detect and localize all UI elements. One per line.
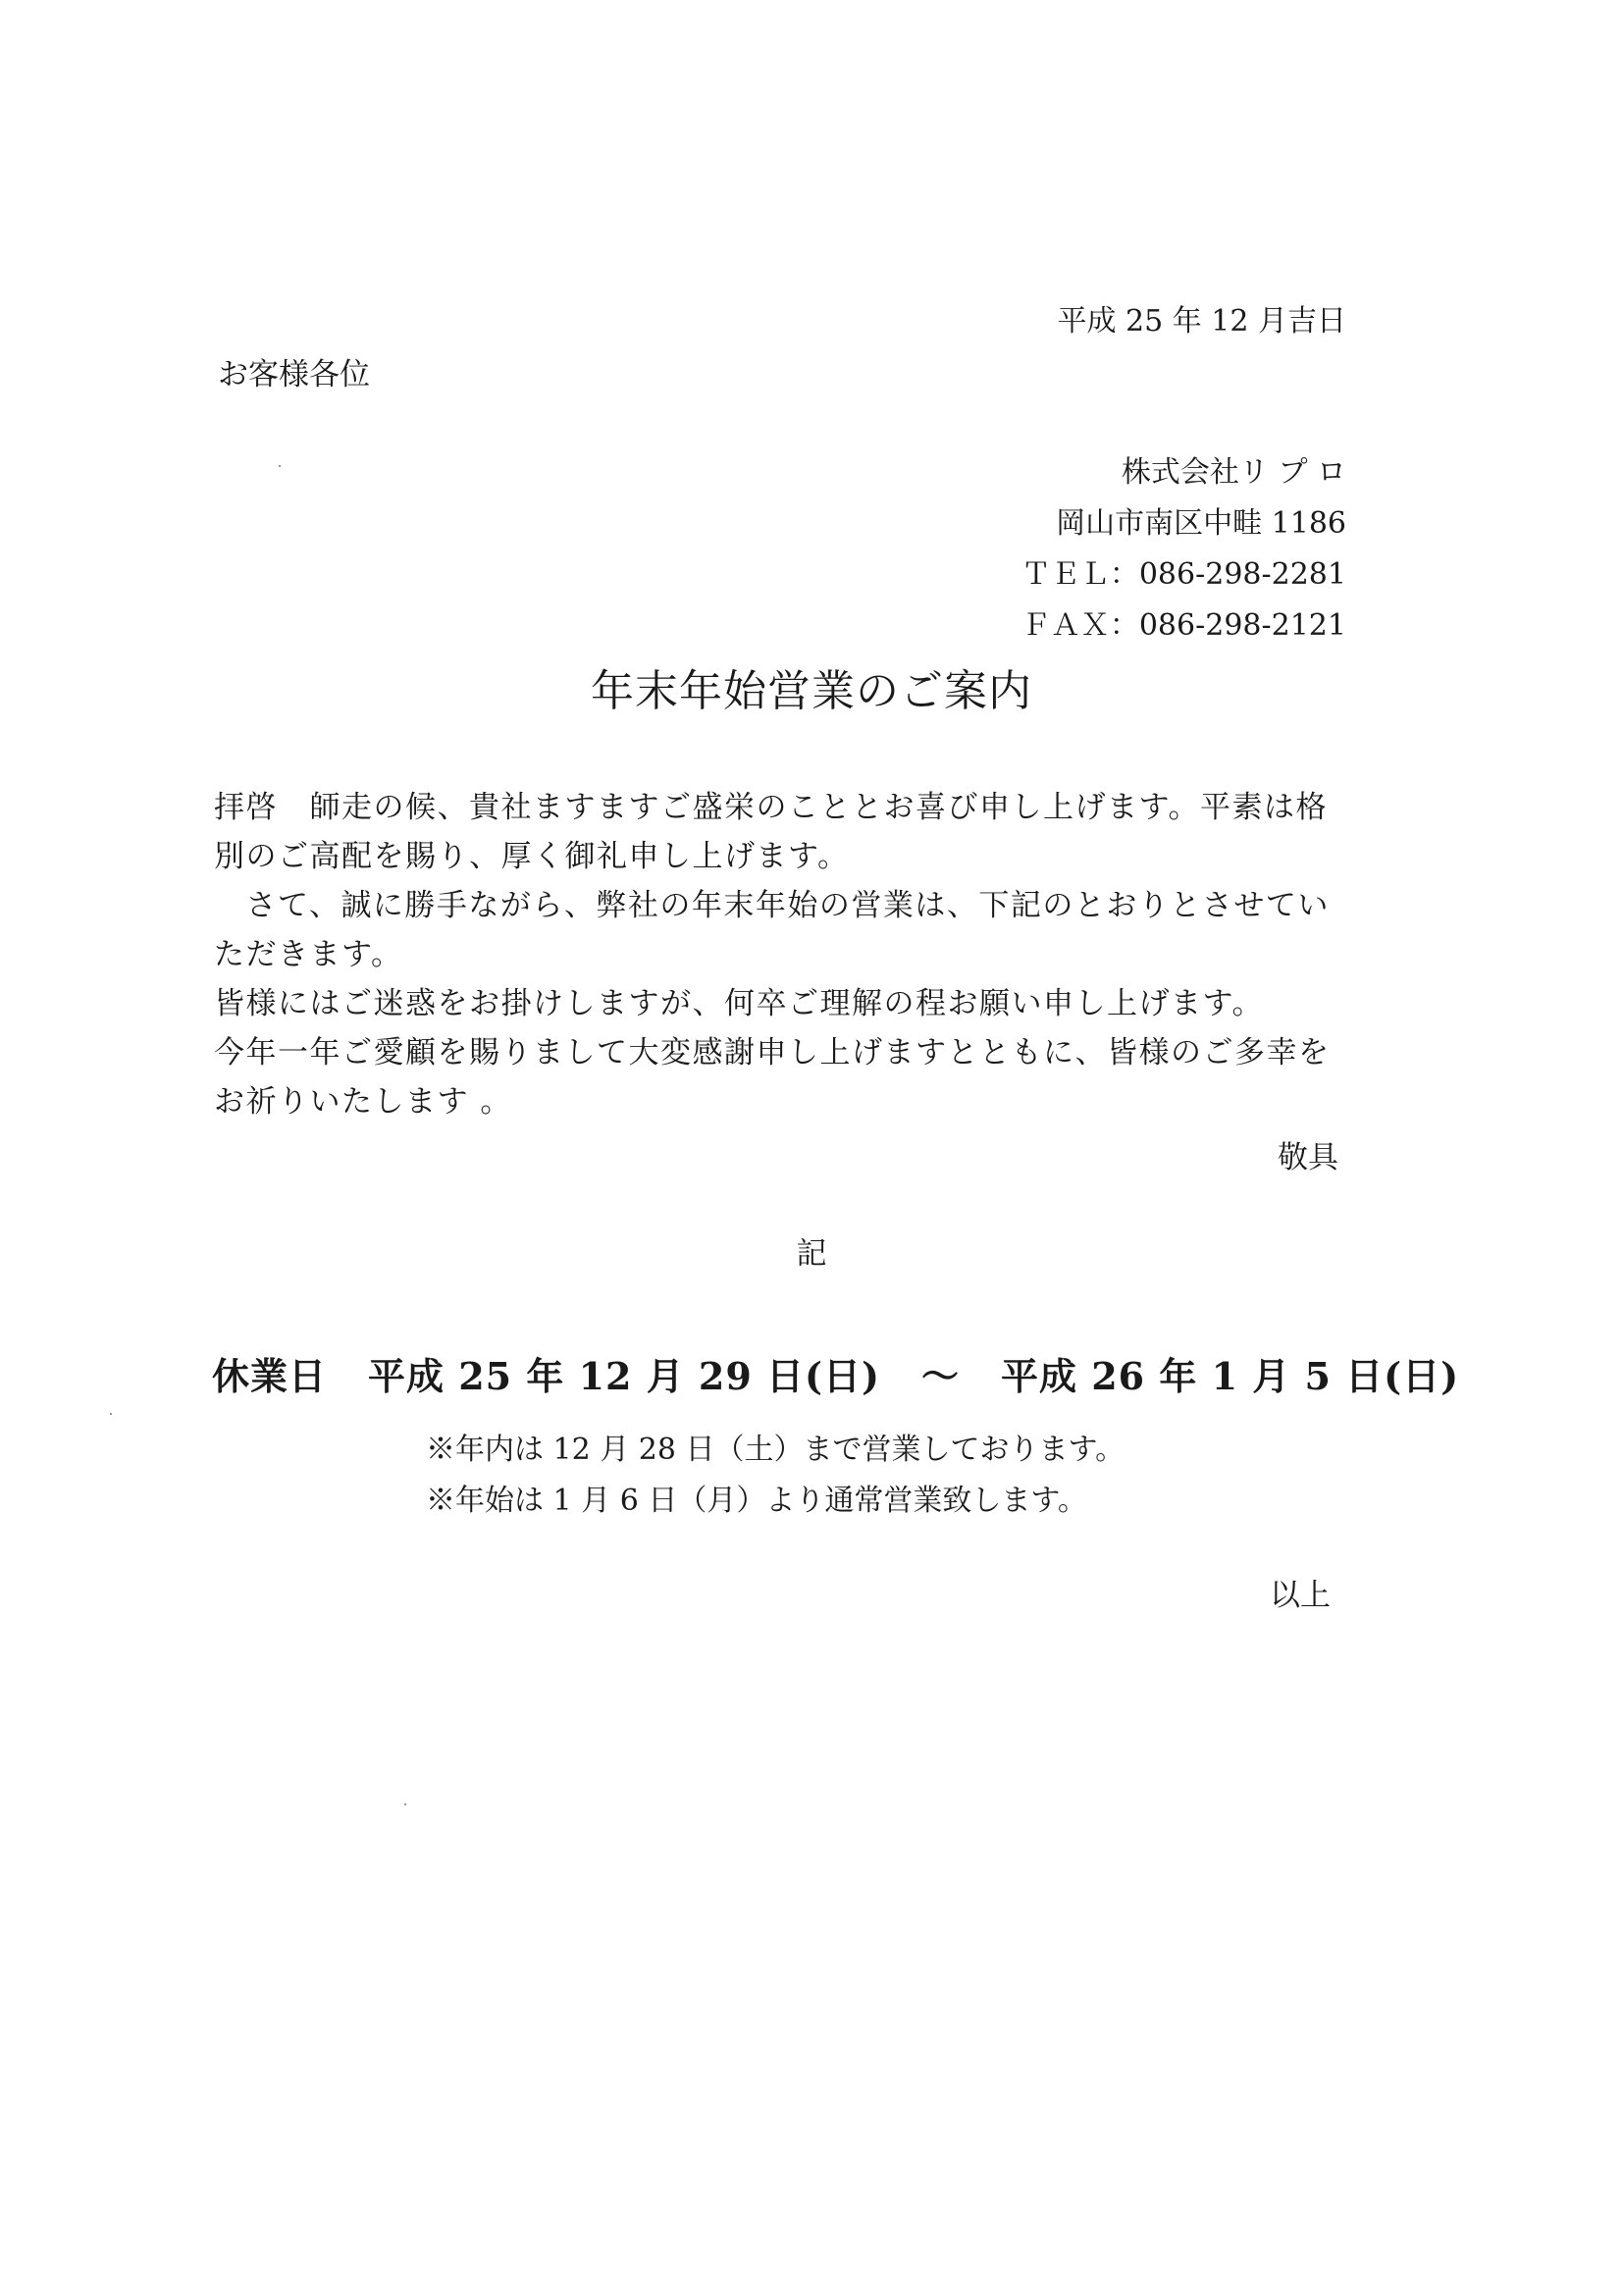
holiday-label: 休業日 bbox=[212, 1354, 328, 1398]
scan-speck bbox=[404, 1803, 406, 1805]
sender-tel: ＴＥＬ：086-298-2281 bbox=[1021, 557, 1346, 592]
sender-fax: ＦＡＸ：086-298-2121 bbox=[1021, 608, 1346, 643]
holiday-notes bbox=[426, 1425, 1125, 1527]
recipient: お客様各位 bbox=[218, 357, 370, 392]
document-title: 年末年始営業のご案内 bbox=[591, 666, 1032, 716]
closing-word: 敬具 bbox=[1278, 1140, 1338, 1175]
holiday-start: 平成 25 年 12 月 29 日(日) bbox=[368, 1354, 880, 1398]
body-paragraph: 皆様にはご迷惑をお掛けしますが、何卒ご理解の程お願い申し上げます。 bbox=[214, 986, 1265, 1021]
sender-company: 株式会社リ プ ロ bbox=[1121, 455, 1346, 490]
ki-heading: 記 bbox=[796, 1236, 827, 1272]
sender-address: 岡山市南区中畦 1186 bbox=[1056, 506, 1346, 541]
note-item: ※年始は 1 月 6 日（月）より通常営業致します。 bbox=[426, 1484, 1087, 1518]
holiday-period bbox=[212, 1346, 1459, 1400]
issue-date: 平成 25 年 12 月吉日 bbox=[1057, 304, 1346, 339]
body-paragraph: 拝啓 師走の候、貴社ますますご盛栄のこととお喜び申し上げます。平素は格別のご高配を賜り、厚く御礼申し上げます。 bbox=[214, 790, 1329, 874]
sender-block bbox=[1021, 447, 1346, 652]
body-paragraph: さて、誠に勝手ながら、弊社の年末年始の営業は、下記のとおりとさせていただきます。 bbox=[214, 888, 1330, 972]
holiday-end: 平成 26 年 1 月 5 日(日) bbox=[1001, 1354, 1460, 1398]
end-mark: 以上 bbox=[1270, 1578, 1331, 1613]
holiday-tilde: ～ bbox=[921, 1354, 961, 1398]
body-paragraph: 今年一年ご愛顧を賜りまして大変感謝申し上げますとともに、皆様のご多幸をお祈りいたします 。 bbox=[214, 1035, 1331, 1120]
body-text bbox=[214, 783, 1347, 1126]
note-item: ※年内は 12 月 28 日（土）まで営業しております。 bbox=[426, 1433, 1126, 1467]
scan-speck bbox=[110, 1413, 112, 1415]
scan-speck bbox=[279, 465, 281, 467]
